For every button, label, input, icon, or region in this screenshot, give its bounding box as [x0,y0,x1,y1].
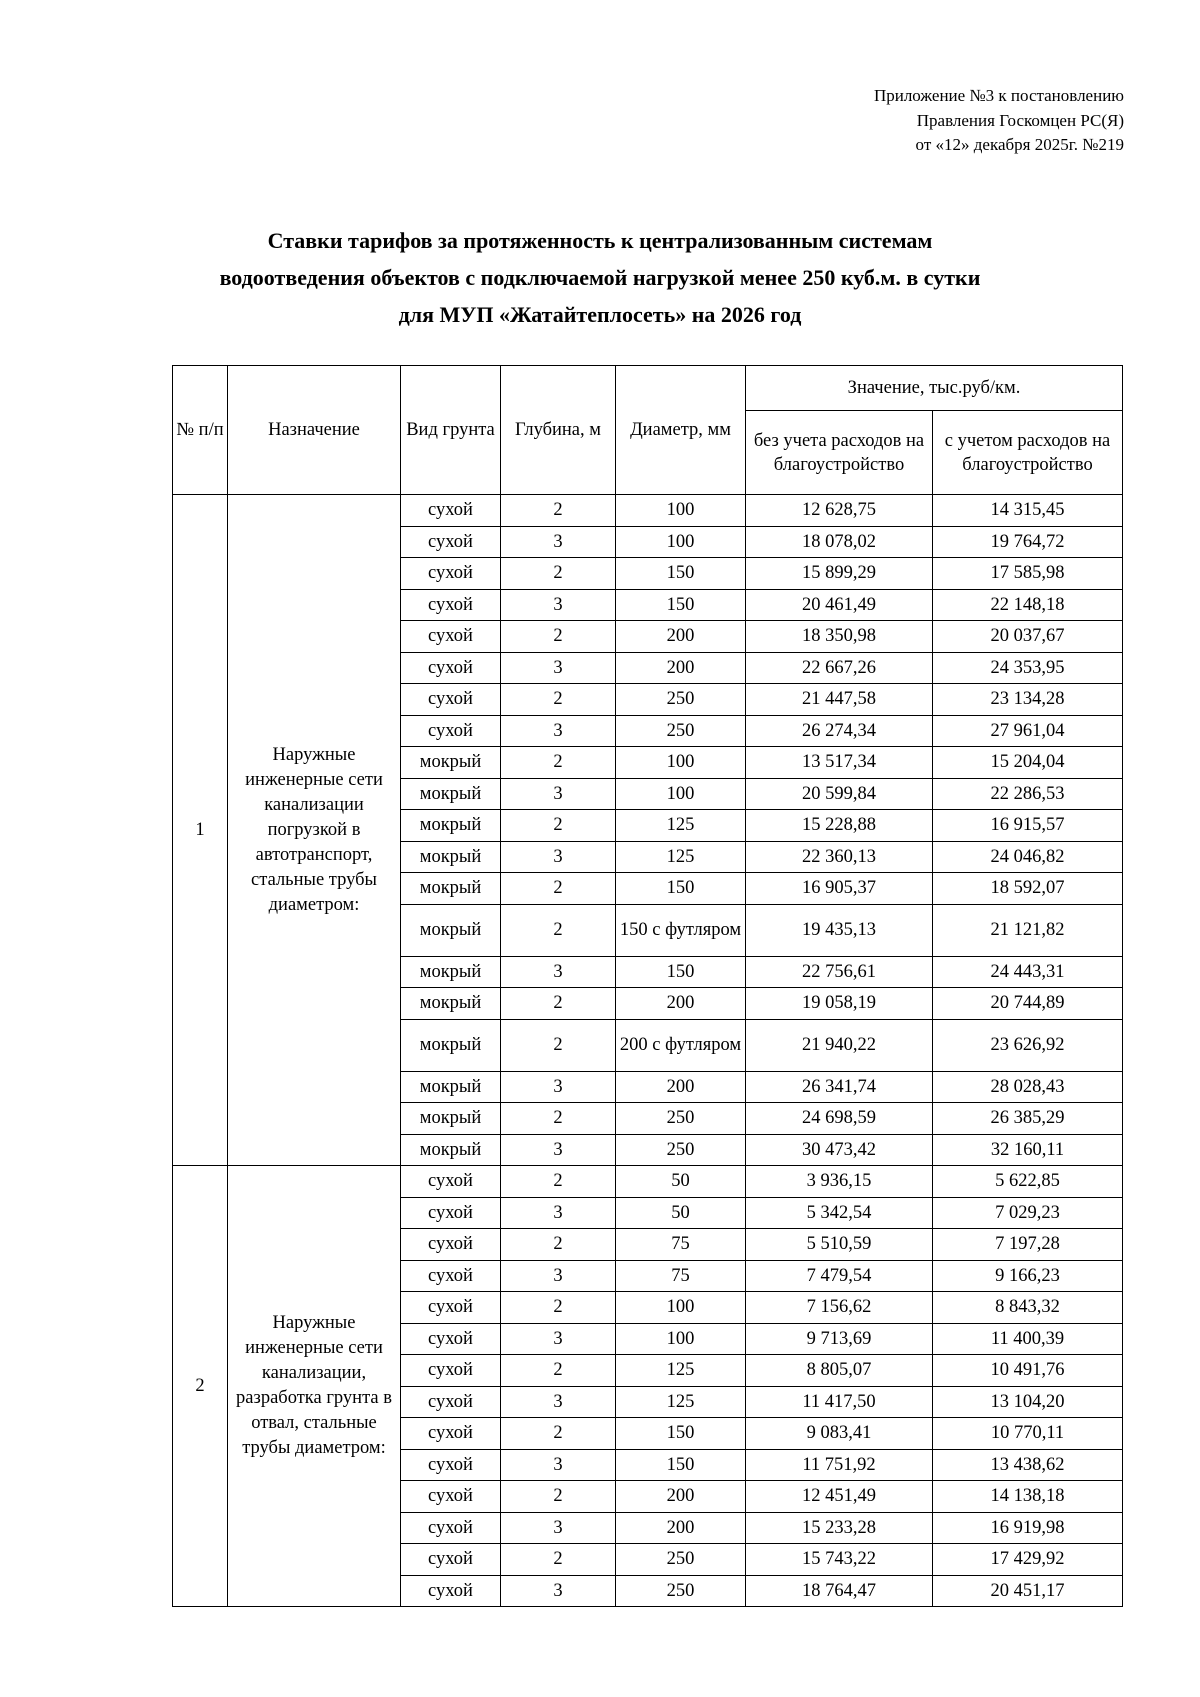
cell-value-with: 16 915,57 [933,810,1123,842]
cell-diameter: 200 с футляром [616,1019,746,1071]
cell-depth: 3 [501,1449,616,1481]
cell-value-without: 8 805,07 [746,1355,933,1387]
cell-soil: сухой [401,715,501,747]
header-soil: Вид грунта [401,366,501,495]
cell-depth: 2 [501,558,616,590]
cell-soil: мокрый [401,810,501,842]
cell-soil: сухой [401,1575,501,1607]
header-diameter: Диаметр, мм [616,366,746,495]
cell-value-without: 16 905,37 [746,873,933,905]
cell-diameter: 200 [616,1071,746,1103]
cell-value-with: 19 764,72 [933,526,1123,558]
cell-depth: 3 [501,589,616,621]
header-value-group: Значение, тыс.руб/км. [746,366,1123,411]
cell-depth: 3 [501,778,616,810]
cell-value-without: 22 667,26 [746,652,933,684]
cell-depth: 2 [501,1019,616,1071]
cell-value-with: 24 046,82 [933,841,1123,873]
cell-value-without: 15 899,29 [746,558,933,590]
cell-depth: 3 [501,1386,616,1418]
cell-soil: сухой [401,1386,501,1418]
cell-soil: мокрый [401,904,501,956]
cell-soil: мокрый [401,778,501,810]
cell-depth: 2 [501,988,616,1020]
cell-diameter: 150 [616,589,746,621]
cell-diameter: 50 [616,1166,746,1198]
cell-value-without: 20 461,49 [746,589,933,621]
cell-diameter: 150 [616,956,746,988]
cell-diameter: 150 [616,873,746,905]
table-row [173,1166,1123,1198]
cell-depth: 2 [501,904,616,956]
cell-soil: сухой [401,558,501,590]
cell-value-with: 32 160,11 [933,1134,1123,1166]
cell-depth: 2 [501,1292,616,1324]
cell-value-with: 24 353,95 [933,652,1123,684]
cell-value-with: 17 585,98 [933,558,1123,590]
cell-value-without: 19 058,19 [746,988,933,1020]
cell-value-without: 3 936,15 [746,1166,933,1198]
cell-depth: 2 [501,621,616,653]
cell-depth: 2 [501,1229,616,1261]
cell-value-without: 18 764,47 [746,1575,933,1607]
cell-value-with: 22 286,53 [933,778,1123,810]
cell-soil: мокрый [401,747,501,779]
cell-value-without: 21 447,58 [746,684,933,716]
cell-value-with: 21 121,82 [933,904,1123,956]
cell-soil: мокрый [401,1071,501,1103]
cell-depth: 2 [501,1544,616,1576]
cell-diameter: 200 [616,1512,746,1544]
cell-value-with: 14 138,18 [933,1481,1123,1513]
cell-value-with: 20 037,67 [933,621,1123,653]
cell-diameter: 75 [616,1229,746,1261]
cell-value-without: 18 350,98 [746,621,933,653]
cell-value-with: 10 770,11 [933,1418,1123,1450]
cell-value-without: 5 510,59 [746,1229,933,1261]
cell-value-with: 22 148,18 [933,589,1123,621]
cell-depth: 3 [501,1071,616,1103]
cell-value-without: 15 228,88 [746,810,933,842]
group-number: 2 [173,1166,228,1607]
cell-value-with: 20 744,89 [933,988,1123,1020]
cell-value-with: 9 166,23 [933,1260,1123,1292]
cell-depth: 2 [501,1166,616,1198]
cell-value-with: 20 451,17 [933,1575,1123,1607]
cell-diameter: 250 [616,684,746,716]
cell-depth: 2 [501,810,616,842]
cell-diameter: 125 [616,841,746,873]
cell-depth: 3 [501,841,616,873]
cell-value-without: 9 083,41 [746,1418,933,1450]
cell-value-with: 23 626,92 [933,1019,1123,1071]
cell-soil: мокрый [401,841,501,873]
cell-diameter: 150 с футляром [616,904,746,956]
annex-reference [874,84,1124,158]
cell-diameter: 150 [616,1418,746,1450]
cell-value-with: 24 443,31 [933,956,1123,988]
cell-value-without: 12 628,75 [746,495,933,527]
cell-depth: 3 [501,1134,616,1166]
cell-value-without: 5 342,54 [746,1197,933,1229]
cell-value-with: 5 622,85 [933,1166,1123,1198]
cell-value-with: 14 315,45 [933,495,1123,527]
cell-depth: 3 [501,652,616,684]
title-line-2: водоотведения объектов с подключаемой нагрузкой менее 250 куб.м. в сутки [219,265,981,290]
annex-line-3: от «12» декабря 2025г. №219 [915,135,1124,154]
cell-soil: мокрый [401,1103,501,1135]
cell-depth: 3 [501,526,616,558]
tariff-table [172,365,1123,1607]
cell-value-with: 27 961,04 [933,715,1123,747]
cell-value-with: 23 134,28 [933,684,1123,716]
annex-line-1: Приложение №3 к постановлению [873,86,1124,105]
cell-value-without: 20 599,84 [746,778,933,810]
cell-value-without: 22 360,13 [746,841,933,873]
cell-soil: сухой [401,1512,501,1544]
cell-depth: 2 [501,1103,616,1135]
cell-diameter: 100 [616,778,746,810]
group-purpose: Наружные инженерные сети канализации погрузкой в автотранспорт, стальные трубы диаметром: [228,495,401,1166]
cell-soil: сухой [401,1449,501,1481]
cell-soil: сухой [401,1166,501,1198]
cell-depth: 2 [501,873,616,905]
cell-depth: 2 [501,747,616,779]
table-body [173,495,1123,1607]
cell-value-without: 26 341,74 [746,1071,933,1103]
cell-soil: мокрый [401,873,501,905]
cell-diameter: 150 [616,1449,746,1481]
cell-value-without: 15 233,28 [746,1512,933,1544]
cell-soil: сухой [401,1481,501,1513]
cell-value-without: 7 156,62 [746,1292,933,1324]
cell-soil: сухой [401,1292,501,1324]
cell-soil: сухой [401,1418,501,1450]
cell-diameter: 100 [616,747,746,779]
cell-depth: 3 [501,1575,616,1607]
cell-depth: 2 [501,495,616,527]
cell-diameter: 100 [616,526,746,558]
cell-diameter: 100 [616,1323,746,1355]
cell-soil: сухой [401,684,501,716]
cell-diameter: 100 [616,495,746,527]
title-line-3: для МУП «Жатайтеплосеть» на 2026 год [398,302,802,327]
cell-soil: мокрый [401,1019,501,1071]
cell-depth: 3 [501,1260,616,1292]
cell-value-without: 11 751,92 [746,1449,933,1481]
group-number: 1 [173,495,228,1166]
cell-value-with: 15 204,04 [933,747,1123,779]
cell-value-with: 18 592,07 [933,873,1123,905]
cell-value-with: 10 491,76 [933,1355,1123,1387]
group-purpose: Наружные инженерные сети канализации, разработка грунта в отвал, стальные трубы диаметром: [228,1166,401,1607]
cell-depth: 2 [501,1481,616,1513]
cell-value-with: 26 385,29 [933,1103,1123,1135]
cell-value-without: 9 713,69 [746,1323,933,1355]
cell-diameter: 100 [616,1292,746,1324]
cell-diameter: 150 [616,558,746,590]
cell-depth: 3 [501,1197,616,1229]
cell-depth: 3 [501,1512,616,1544]
title-line-1: Ставки тарифов за протяженность к централизованным системам [267,228,933,253]
cell-value-without: 12 451,49 [746,1481,933,1513]
cell-value-with: 16 919,98 [933,1512,1123,1544]
cell-depth: 3 [501,956,616,988]
cell-soil: сухой [401,1229,501,1261]
table-row [173,495,1123,527]
cell-diameter: 200 [616,988,746,1020]
header-with-improvement: с учетом расходов на благоустройство [933,411,1123,495]
cell-value-without: 19 435,13 [746,904,933,956]
cell-depth: 2 [501,1355,616,1387]
cell-soil: мокрый [401,956,501,988]
cell-depth: 3 [501,1323,616,1355]
cell-soil: сухой [401,1355,501,1387]
cell-diameter: 250 [616,1544,746,1576]
cell-value-without: 11 417,50 [746,1386,933,1418]
cell-value-without: 15 743,22 [746,1544,933,1576]
cell-value-with: 8 843,32 [933,1292,1123,1324]
cell-diameter: 75 [616,1260,746,1292]
cell-value-with: 11 400,39 [933,1323,1123,1355]
cell-depth: 2 [501,684,616,716]
cell-diameter: 250 [616,1134,746,1166]
cell-soil: сухой [401,621,501,653]
cell-diameter: 200 [616,1481,746,1513]
cell-soil: сухой [401,652,501,684]
cell-soil: сухой [401,1544,501,1576]
cell-value-without: 18 078,02 [746,526,933,558]
cell-depth: 2 [501,1418,616,1450]
cell-value-without: 21 940,22 [746,1019,933,1071]
cell-soil: сухой [401,526,501,558]
cell-soil: мокрый [401,1134,501,1166]
cell-value-without: 24 698,59 [746,1103,933,1135]
cell-value-with: 7 029,23 [933,1197,1123,1229]
cell-value-with: 13 438,62 [933,1449,1123,1481]
cell-diameter: 200 [616,652,746,684]
cell-soil: мокрый [401,988,501,1020]
cell-value-with: 28 028,43 [933,1071,1123,1103]
cell-value-without: 13 517,34 [746,747,933,779]
document-title [0,222,1200,333]
cell-soil: сухой [401,589,501,621]
cell-diameter: 125 [616,1386,746,1418]
cell-diameter: 250 [616,1575,746,1607]
cell-diameter: 125 [616,1355,746,1387]
cell-soil: сухой [401,1323,501,1355]
header-num: № п/п [173,366,228,495]
cell-diameter: 50 [616,1197,746,1229]
cell-diameter: 200 [616,621,746,653]
cell-value-without: 30 473,42 [746,1134,933,1166]
cell-value-with: 7 197,28 [933,1229,1123,1261]
cell-depth: 3 [501,715,616,747]
cell-soil: сухой [401,495,501,527]
cell-soil: сухой [401,1197,501,1229]
header-depth: Глубина, м [501,366,616,495]
header-without-improvement: без учета расходов на благоустройство [746,411,933,495]
header-purpose: Назначение [228,366,401,495]
cell-value-without: 7 479,54 [746,1260,933,1292]
cell-diameter: 250 [616,1103,746,1135]
cell-soil: сухой [401,1260,501,1292]
annex-line-2: Правления Госкомцен РС(Я) [916,110,1124,130]
cell-value-without: 26 274,34 [746,715,933,747]
cell-value-with: 17 429,92 [933,1544,1123,1576]
cell-value-without: 22 756,61 [746,956,933,988]
cell-value-with: 13 104,20 [933,1386,1123,1418]
cell-diameter: 250 [616,715,746,747]
cell-diameter: 125 [616,810,746,842]
